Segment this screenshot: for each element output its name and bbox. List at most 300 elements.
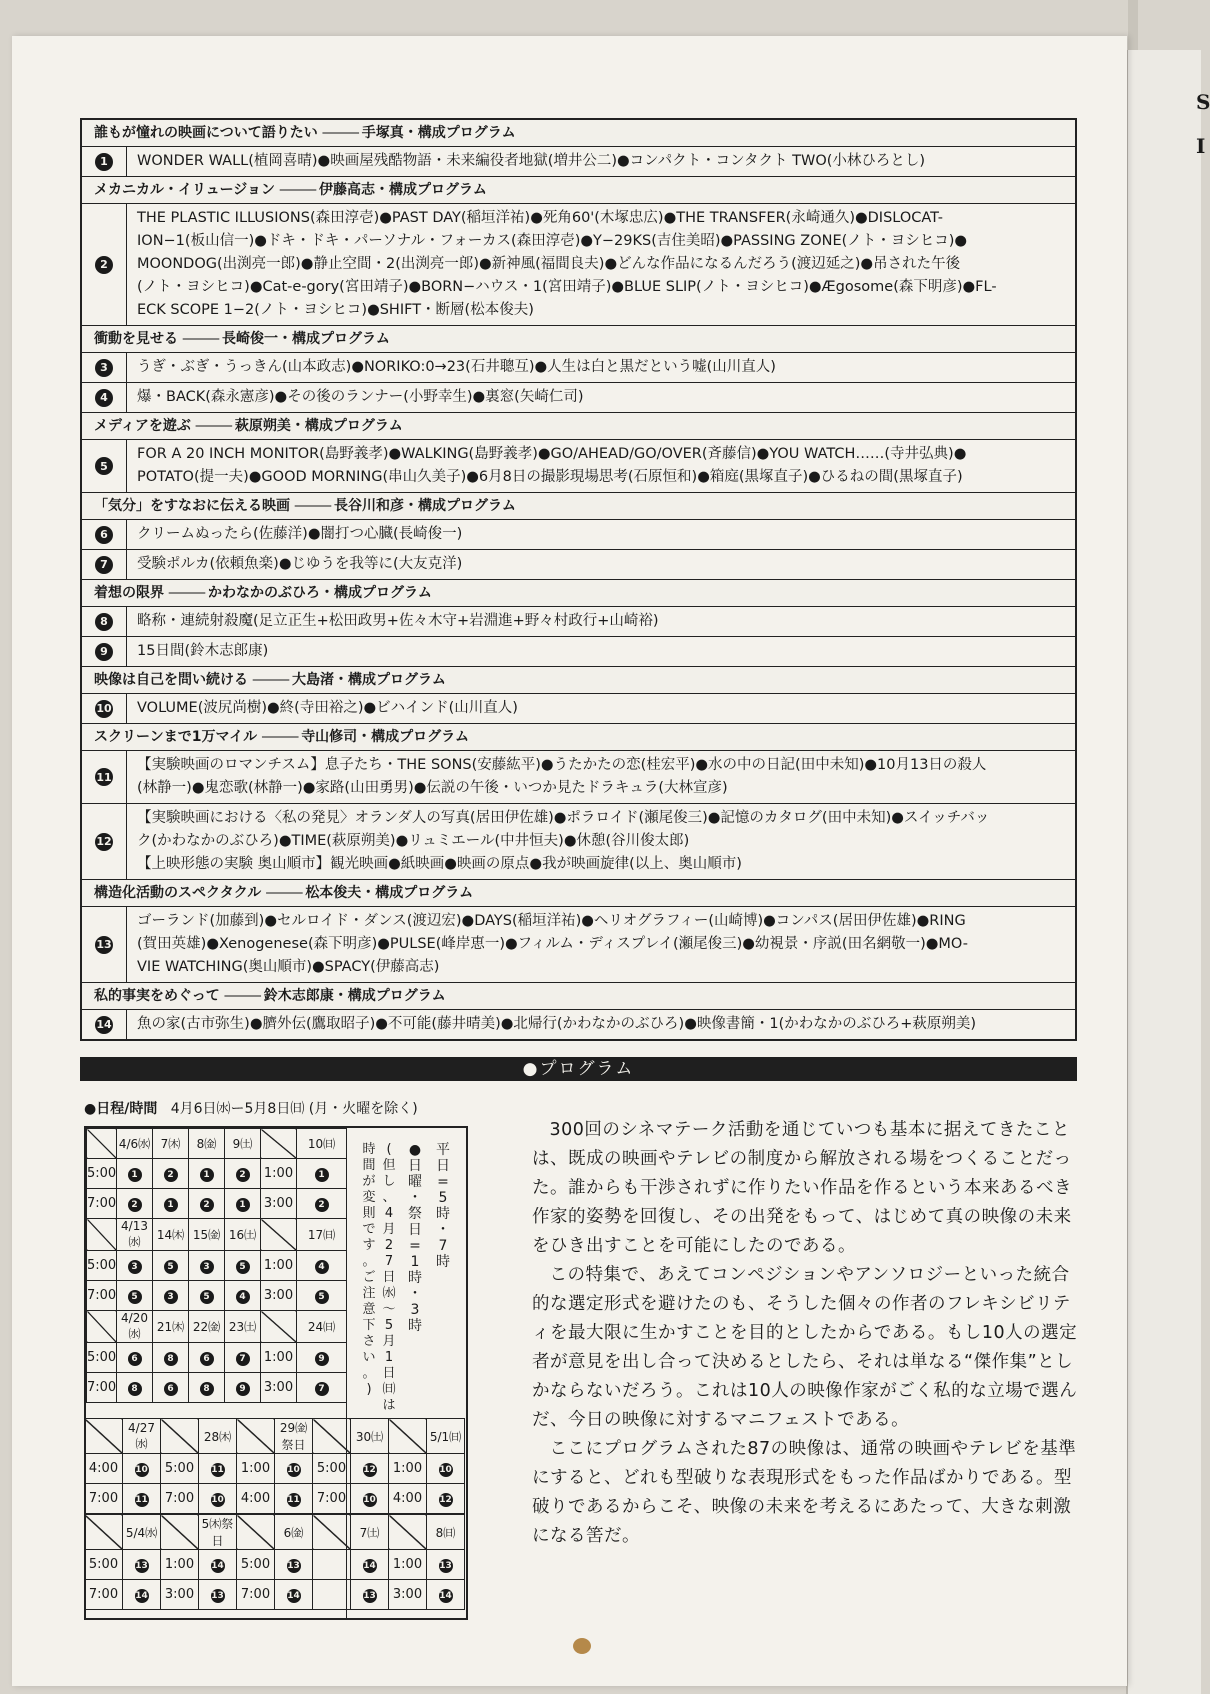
program-cell (225, 1159, 261, 1189)
program-cell (153, 1281, 189, 1311)
date-cell (351, 1515, 389, 1550)
program-cell (117, 1189, 153, 1219)
program-list (80, 118, 1077, 1041)
program-cell (189, 1281, 225, 1311)
schedule-text: 8㈰ (435, 1525, 456, 1540)
schedule-text: 5:00 (87, 1166, 117, 1181)
schedule-text: 7㈯ (359, 1525, 380, 1540)
date-cell (275, 1515, 313, 1550)
schedule-text: 1:00 (392, 1461, 423, 1476)
time-cell (389, 1454, 427, 1484)
dash-separator: ——— (223, 988, 260, 1004)
program-cell (123, 1550, 161, 1580)
dates-label: ●日程/時間 (84, 1101, 158, 1117)
schedule-text: 7:00 (87, 1288, 117, 1303)
program-badge: 1 (200, 1168, 214, 1182)
schedule-text: 7:00 (316, 1491, 347, 1506)
program-number-badge: 13 (95, 936, 113, 954)
section-theme: スクリーンまで1万マイル (94, 729, 258, 745)
program-number (82, 550, 127, 579)
schedule-text: 7:00 (240, 1587, 271, 1602)
schedule-text: 6㈮ (283, 1525, 304, 1540)
program-cell (117, 1159, 153, 1189)
section-theme: 「気分」をすなおに伝える映画 (94, 498, 290, 514)
program-number-badge: 1 (95, 153, 113, 171)
schedule-dates (84, 1098, 418, 1118)
schedule-row (85, 1454, 465, 1484)
program-cell (117, 1343, 153, 1373)
film-list: VOLUME(波尻尚樹)●終(寺田裕之)●ビハインド(山川直人) (137, 700, 518, 716)
section-curator: 鈴木志郎康・構成プログラム (263, 988, 446, 1004)
program-badge: 6 (164, 1382, 178, 1396)
schedule-header-row (87, 1219, 347, 1251)
program-cell (123, 1484, 161, 1514)
schedule-text: 1:00 (263, 1166, 294, 1181)
program-cell (189, 1343, 225, 1373)
schedule-text: 4:00 (392, 1491, 423, 1506)
schedule-note-weekday: 平 日 = 5 時 ・ 7 時 (436, 1142, 450, 1270)
program-heading: ●プログラム (80, 1057, 1077, 1081)
schedule-text: 1:00 (263, 1350, 294, 1365)
program-cell (117, 1373, 153, 1403)
program-badge: 14 (287, 1590, 300, 1601)
schedule-text: 24㈰ (307, 1320, 336, 1334)
date-cell (189, 1219, 225, 1251)
date-cell (225, 1219, 261, 1251)
program-cell (153, 1373, 189, 1403)
paper-stain (573, 1638, 591, 1654)
program-badge: 8 (200, 1382, 214, 1396)
section-curator: 長崎俊一・構成プログラム (222, 331, 390, 347)
date-cell (225, 1311, 261, 1343)
program-badge: 1 (315, 1168, 329, 1182)
program-number-badge: 5 (95, 457, 113, 475)
program-badge: 4 (236, 1290, 250, 1304)
program-row (82, 550, 1075, 580)
program-cell (225, 1373, 261, 1403)
section-theme: 構造化活動のスペクタクル (94, 885, 262, 901)
essay-paragraph: 300回のシネマテーク活動を通じていつも基本に据えてきたことは、既成の映画やテレビの制度から解放される場をつくることだった。誰からも干渉されずに作りたい作品を作るという本来あるべき作家的姿勢を回復し、その出発をもって、はじめて真の映像の未来をひき出すことを可能にしたのである。 (532, 1120, 1072, 1256)
schedule-row (85, 1580, 465, 1610)
program-number (82, 440, 127, 492)
schedule-text: 23㈯ (228, 1320, 257, 1334)
schedule-text: 14㈭ (156, 1228, 185, 1242)
date-cell (297, 1219, 347, 1251)
program-badge: 2 (236, 1168, 250, 1182)
program-number (82, 1010, 127, 1039)
schedule-text: 5:00 (316, 1461, 347, 1476)
schedule-text: 7:00 (88, 1491, 119, 1506)
section-curator: 萩原朔美・構成プログラム (234, 418, 403, 434)
program-badge: 1 (236, 1198, 250, 1212)
schedule-text: 30㈯ (355, 1429, 384, 1444)
film-list: 爆・BACK(森永憲彦)●その後のランナー(小野幸生)●裏窓(矢崎仁司) (137, 389, 584, 405)
date-cell (117, 1219, 153, 1251)
date-cell (199, 1515, 237, 1550)
empty-cell (389, 1419, 427, 1454)
film-list: ゴーランド(加藤到)●セルロイド・ダンス(渡辺宏)●DAYS(稲垣洋祐)●ヘリオグラフィー(山崎博)●コンパス(居田伊佐雄)●RING (賀田英雄)●Xenogenese(森下明彦)●PULSE(峰岸恵一)●フィルム・ディスプレイ(瀬尾俊三)●幼視景・序説(田名網敬一)●MO- VIE WATCHING(奥山順市)●SPACY(伊藤高志) (137, 913, 968, 975)
program-number-badge: 4 (95, 389, 113, 407)
program-cell (275, 1580, 313, 1610)
program-number (82, 694, 127, 723)
essay-paragraph: この特集で、あえてコンペジションやアンソロジーといった統合的な選定形式を避けたのも、そうした個々の作者のフレキシビリティを最大限に生かすことを目的としたからである。もし10人の選定者が意見を出し合って決めるとしたら、それは単なる“傑作集”としかならないだろう。これは10人の映像作家がごく私的な立場で選んだ、今日の映像に対するマニフェストである。 (532, 1265, 1078, 1430)
section-title (82, 667, 1075, 694)
time-cell (161, 1550, 199, 1580)
time-cell (87, 1281, 117, 1311)
empty-cell (261, 1129, 297, 1159)
dash-separator: ——— (294, 498, 330, 514)
dash-separator: ——— (182, 331, 218, 347)
schedule-text: 4/6㈬ (118, 1137, 151, 1151)
schedule-text: 10㈰ (307, 1137, 336, 1151)
program-badge: 5 (200, 1290, 214, 1304)
schedule-text: 5/4㈬ (125, 1525, 158, 1540)
program-number (82, 607, 127, 636)
schedule-text: 4/13㈬ (121, 1219, 148, 1249)
program-cell (123, 1580, 161, 1610)
date-cell (153, 1129, 189, 1159)
film-list: 【実験映画における〈私の発見〉オランダ人の写真(居田伊佐雄)●ポラロイド(瀬尾俊三)●記憶のカタログ(田中未知)●スイッチバッ ク(かわなかのぶひろ)●TIME(萩原朔美)●リュミエール(中井恒夫)●休憩(谷川俊太郎) 【上映形態の実験 奥山順市】観光映画●紙映画●映画の原点●我が映画旋律(以上、奥山順市) (137, 810, 990, 872)
time-cell (261, 1189, 297, 1219)
schedule-text: 8㈮ (196, 1137, 217, 1151)
time-cell (85, 1484, 123, 1514)
program-badge: 13 (211, 1590, 224, 1601)
schedule-text: 5:00 (87, 1258, 117, 1273)
program-badge: 1 (128, 1168, 142, 1182)
time-cell (261, 1373, 297, 1403)
date-cell (199, 1419, 237, 1454)
time-cell (261, 1281, 297, 1311)
program-cell (117, 1251, 153, 1281)
time-cell (237, 1454, 275, 1484)
time-cell (87, 1373, 117, 1403)
time-cell (237, 1580, 275, 1610)
section-title (82, 493, 1075, 520)
program-cell (297, 1251, 347, 1281)
program-cell (427, 1580, 465, 1610)
schedule-text: 1:00 (263, 1258, 294, 1273)
schedule-header-row (87, 1129, 347, 1159)
program-number (82, 751, 127, 803)
time-cell (85, 1550, 123, 1580)
schedule-note-caution: 時 間 が 変 則 で す 。 ご 注 意 下 さ い 。 ) (362, 1142, 376, 1397)
program-cell (351, 1580, 389, 1610)
dates-range: 4月6日㈬ー5月8日㈰ (170, 1101, 305, 1117)
program-row (82, 751, 1075, 804)
program-badge: 5 (236, 1260, 250, 1274)
schedule-header-row (85, 1419, 465, 1454)
date-cell (427, 1515, 465, 1550)
program-cell (427, 1550, 465, 1580)
date-cell (427, 1419, 465, 1454)
schedule-text: 3:00 (263, 1196, 294, 1211)
schedule-text: 29㈮祭日 (279, 1421, 308, 1452)
program-badge: 5 (164, 1260, 178, 1274)
film-list: うぎ・ぶぎ・うっきん(山本政志)●NORIKO:0→23(石井聰互)●人生は白と黒だという嘘(山川直人) (137, 359, 776, 375)
program-cell (225, 1281, 261, 1311)
schedule-note-sunday: ● 日 曜 ・ 祭 日 = 1 時 ・ 3 時 (408, 1142, 422, 1334)
program-badge: 13 (287, 1560, 300, 1571)
program-badge: 1 (164, 1198, 178, 1212)
program-cell (297, 1343, 347, 1373)
schedule-text: 17㈰ (307, 1228, 336, 1242)
program-badge: 2 (128, 1198, 142, 1212)
time-cell (87, 1343, 117, 1373)
program-row (82, 353, 1075, 383)
empty-cell (85, 1419, 123, 1454)
program-badge: 5 (128, 1290, 142, 1304)
empty-cell (389, 1515, 427, 1550)
program-badge: 13 (363, 1590, 376, 1601)
time-cell (261, 1343, 297, 1373)
program-badge: 11 (287, 1494, 300, 1505)
section-theme: 着想の限界 (94, 585, 164, 601)
program-badge: 14 (135, 1590, 148, 1601)
program-number-badge: 10 (95, 700, 113, 718)
program-cell (153, 1343, 189, 1373)
section-curator: 松本俊夫・構成プログラム (305, 885, 474, 901)
section-theme: 衝動を見せる (94, 331, 178, 347)
film-list: 受験ポルカ(依頼魚楽)●じゆうを我等に(大友克洋) (137, 556, 463, 572)
program-badge: 2 (200, 1198, 214, 1212)
date-cell (153, 1219, 189, 1251)
program-badge: 8 (164, 1352, 178, 1366)
film-list: クリームぬったら(佐藤洋)●闇打つ心臓(長崎俊一) (137, 526, 463, 542)
schedule-row (87, 1373, 347, 1403)
program-number-badge: 3 (95, 359, 113, 377)
dash-separator: ——— (168, 585, 204, 601)
date-cell (153, 1311, 189, 1343)
schedule-text: 5:00 (88, 1557, 119, 1572)
program-badge: 10 (135, 1464, 148, 1475)
program-cell (225, 1189, 261, 1219)
program-row (82, 694, 1075, 724)
program-number-badge: 14 (95, 1016, 113, 1034)
date-cell (351, 1419, 389, 1454)
section-curator: 手塚真・構成プログラム (361, 125, 516, 141)
time-cell (87, 1159, 117, 1189)
schedule-row (87, 1281, 347, 1311)
schedule-row (87, 1343, 347, 1373)
schedule-row (85, 1550, 465, 1580)
program-row (82, 520, 1075, 550)
program-badge: 10 (363, 1494, 376, 1505)
schedule-text: 7:00 (164, 1491, 195, 1506)
dash-separator: ——— (261, 729, 298, 745)
section-curator: 伊藤高志・構成プログラム (319, 182, 487, 198)
time-cell (161, 1454, 199, 1484)
program-number-badge: 2 (95, 256, 113, 274)
time-cell (313, 1550, 351, 1580)
program-badge: 7 (236, 1352, 250, 1366)
program-badge: 13 (135, 1560, 148, 1571)
schedule-text: 4:00 (88, 1461, 119, 1476)
program-number (82, 637, 127, 666)
program-badge: 10 (287, 1464, 300, 1475)
empty-cell (87, 1129, 117, 1159)
empty-cell (237, 1419, 275, 1454)
program-cell (351, 1550, 389, 1580)
empty-cell (261, 1219, 297, 1251)
program-badge: 10 (211, 1494, 224, 1505)
section-title (82, 580, 1075, 607)
section-title (82, 880, 1075, 907)
section-title (82, 724, 1075, 751)
program-cell (297, 1281, 347, 1311)
schedule-text: 5:00 (164, 1461, 195, 1476)
schedule-text: 5㈭祭日 (201, 1517, 234, 1548)
program-number-badge: 7 (95, 556, 113, 574)
schedule-text: 4/20㈬ (121, 1311, 148, 1341)
program-cell (275, 1550, 313, 1580)
date-cell (275, 1419, 313, 1454)
schedule-row (87, 1159, 347, 1189)
program-number (82, 353, 127, 382)
time-cell (313, 1454, 351, 1484)
program-row (82, 607, 1075, 637)
program-badge: 13 (439, 1560, 452, 1571)
section-theme: 映像は自己を問い続ける (94, 672, 248, 688)
program-cell (153, 1189, 189, 1219)
date-cell (189, 1129, 225, 1159)
program-cell (153, 1251, 189, 1281)
program-badge: 3 (128, 1260, 142, 1274)
program-number-badge: 9 (95, 643, 113, 661)
schedule-text: 1:00 (240, 1461, 271, 1476)
schedule-note-exception: ( 但 し 、 4 月 2 7 日 ㈬ 〜 5 月 1 日 ㈰ は (382, 1142, 396, 1413)
section-theme: 誰もが憧れの映画について語りたい (94, 125, 318, 141)
schedule-text: 3:00 (392, 1587, 423, 1602)
time-cell (313, 1484, 351, 1514)
schedule-text: 7:00 (87, 1380, 117, 1395)
program-cell (199, 1484, 237, 1514)
schedule-row (85, 1484, 465, 1514)
dash-separator: ——— (279, 182, 316, 198)
program-badge: 11 (135, 1494, 148, 1505)
film-list: WONDER WALL(植岡喜晴)●映画屋残酷物語・未来編役者地獄(増井公二)●コンパクト・コンタクト TWO(小林ひろとし) (137, 153, 926, 169)
time-cell (87, 1189, 117, 1219)
program-number (82, 147, 127, 176)
schedule-grid-late (84, 1418, 465, 1610)
dash-separator: ——— (252, 672, 288, 688)
program-cell (351, 1484, 389, 1514)
program-row (82, 383, 1075, 413)
program-badge: 2 (315, 1198, 329, 1212)
empty-cell (85, 1515, 123, 1550)
schedule-text: 28㈭ (203, 1429, 232, 1444)
program-badge: 9 (315, 1352, 329, 1366)
program-badge: 6 (200, 1352, 214, 1366)
program-number (82, 804, 127, 879)
time-cell (261, 1159, 297, 1189)
program-row (82, 1010, 1075, 1039)
empty-cell (313, 1515, 351, 1550)
program-cell (199, 1454, 237, 1484)
program-cell (297, 1373, 347, 1403)
program-row (82, 440, 1075, 493)
dash-separator: ——— (194, 418, 231, 434)
dash-separator: ——— (265, 885, 302, 901)
schedule-text: 5/1㈰ (429, 1429, 462, 1444)
adjacent-page-letter: I (1196, 134, 1206, 158)
time-cell (237, 1484, 275, 1514)
empty-cell (87, 1311, 117, 1343)
schedule-text: 9㈯ (232, 1137, 253, 1151)
schedule-text: 21㈭ (156, 1320, 185, 1334)
program-badge: 6 (128, 1352, 142, 1366)
empty-cell (237, 1515, 275, 1550)
film-list: 【実験映画のロマンチスム】息子たち・THE SONS(安藤紘平)●うたかたの恋(桂宏平)●水の中の日記(田中未知)●10月13日の殺人 (林静一)●鬼恋歌(林静一)●家路(山田勇男)●伝説の午後・いつか見たドラキュラ(大林宣彦) (137, 757, 987, 796)
schedule-text: 7:00 (88, 1587, 119, 1602)
program-cell (275, 1484, 313, 1514)
date-cell (225, 1129, 261, 1159)
schedule-header-row (85, 1515, 465, 1550)
date-cell (123, 1419, 161, 1454)
program-badge: 3 (164, 1290, 178, 1304)
program-badge: 11 (211, 1464, 224, 1475)
time-cell (161, 1484, 199, 1514)
section-theme: メカニカル・イリュージョン (94, 182, 276, 198)
section-title (82, 983, 1075, 1010)
program-badge: 10 (439, 1464, 452, 1475)
program-badge: 4 (315, 1260, 329, 1274)
section-curator: 大島渚・構成プログラム (292, 672, 446, 688)
program-number-badge: 11 (95, 768, 113, 786)
program-cell (189, 1373, 225, 1403)
schedule-text: 1:00 (164, 1557, 195, 1572)
empty-cell (161, 1515, 199, 1550)
program-cell (153, 1159, 189, 1189)
schedule-text: 3:00 (263, 1288, 294, 1303)
program-row (82, 637, 1075, 667)
film-list: 魚の家(古市弥生)●臍外伝(鷹取昭子)●不可能(藤井晴美)●北帰行(かわなかのぶひろ)●映像書簡・1(かわなかのぶひろ+萩原朔美) (137, 1016, 977, 1032)
section-title (82, 120, 1075, 147)
schedule-text: 4/27㈬ (128, 1420, 155, 1451)
program-cell (225, 1251, 261, 1281)
empty-cell (313, 1419, 351, 1454)
program-cell (225, 1343, 261, 1373)
adjacent-page-letter: S (1196, 90, 1210, 114)
date-cell (297, 1311, 347, 1343)
program-badge: 12 (439, 1494, 452, 1505)
time-cell (87, 1251, 117, 1281)
program-row (82, 804, 1075, 880)
time-cell (389, 1484, 427, 1514)
schedule-text: 7:00 (87, 1196, 117, 1211)
date-cell (117, 1129, 153, 1159)
program-badge: 5 (315, 1290, 329, 1304)
time-cell (237, 1550, 275, 1580)
program-number-badge: 6 (95, 526, 113, 544)
program-cell (199, 1550, 237, 1580)
section-title (82, 413, 1075, 440)
program-row (82, 147, 1075, 177)
program-badge: 14 (439, 1590, 452, 1601)
empty-cell (87, 1219, 117, 1251)
program-badge: 2 (164, 1168, 178, 1182)
schedule-row (87, 1251, 347, 1281)
time-cell (161, 1580, 199, 1610)
program-cell (123, 1454, 161, 1484)
program-badge: 8 (128, 1382, 142, 1396)
film-list: 略称・連続射殺魔(足立正生+松田政男+佐々木守+岩淵進+野々村政行+山崎裕) (137, 613, 659, 629)
program-cell (351, 1454, 389, 1484)
essay (532, 1116, 1080, 1551)
empty-cell (261, 1311, 297, 1343)
time-cell (313, 1580, 351, 1610)
program-row (82, 907, 1075, 983)
adjacent-page (1126, 50, 1210, 1694)
